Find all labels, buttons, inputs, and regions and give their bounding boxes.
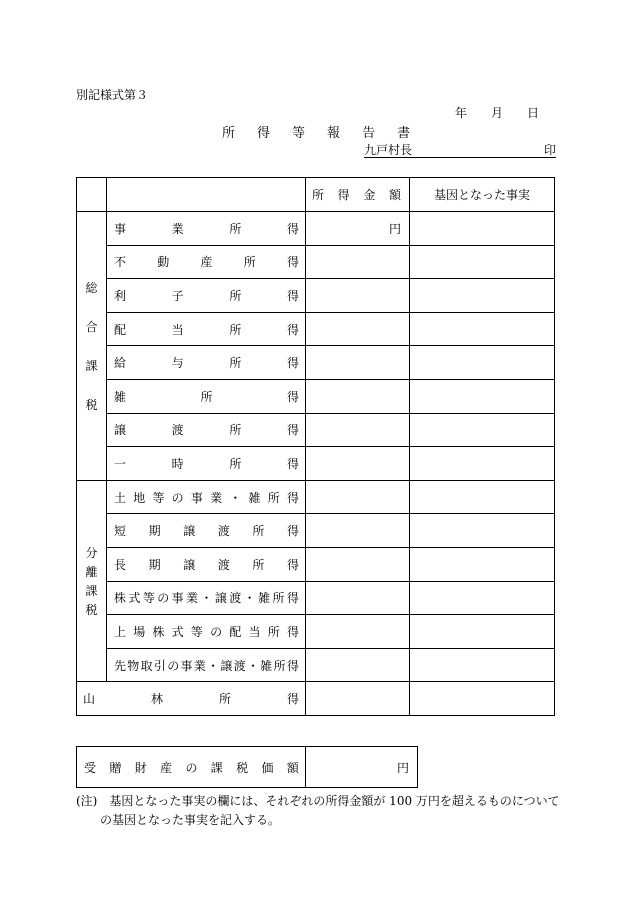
label-char: ・ bbox=[246, 658, 259, 673]
row-label bbox=[107, 413, 306, 447]
label-char: 等 bbox=[152, 490, 165, 505]
category-char: 合 bbox=[85, 319, 98, 334]
label-char: 譲 bbox=[114, 423, 127, 438]
label-char: 長 bbox=[114, 557, 127, 572]
fact-cell[interactable] bbox=[410, 581, 555, 615]
date-day: 日 bbox=[527, 106, 540, 120]
label-char: ・ bbox=[207, 658, 220, 673]
label-char: 財 bbox=[134, 760, 147, 775]
form-id: 別記様式第３ bbox=[76, 88, 149, 102]
label-char: 株 bbox=[152, 624, 165, 639]
fact-cell[interactable] bbox=[410, 547, 555, 581]
label-char: 先 bbox=[114, 658, 127, 673]
row-label bbox=[107, 346, 306, 380]
amount-cell[interactable] bbox=[306, 648, 410, 682]
label-char: 当 bbox=[171, 322, 184, 337]
category-char: 課 bbox=[85, 584, 98, 599]
label-char: 雑 bbox=[258, 591, 271, 606]
category-char: 分 bbox=[85, 546, 98, 561]
label-char: 得 bbox=[286, 692, 299, 707]
label-char: 産 bbox=[200, 255, 213, 270]
gift-tax-amount-cell[interactable]: 円 bbox=[306, 747, 418, 788]
label-char: 受 bbox=[84, 760, 97, 775]
label-char: 得 bbox=[286, 658, 299, 673]
fact-cell[interactable] bbox=[410, 413, 555, 447]
fact-cell[interactable] bbox=[410, 480, 555, 514]
label-char: 所 bbox=[229, 423, 242, 438]
table-row bbox=[77, 514, 555, 548]
label-char: 所 bbox=[252, 524, 265, 539]
amount-cell[interactable] bbox=[306, 480, 410, 514]
category-char: 税 bbox=[85, 603, 98, 618]
fact-cell[interactable] bbox=[410, 279, 555, 313]
label-char: 課 bbox=[210, 760, 223, 775]
label-char: 所 bbox=[272, 591, 285, 606]
label-char: 所 bbox=[252, 557, 265, 572]
label-char: 譲 bbox=[214, 591, 227, 606]
row-label bbox=[107, 514, 306, 548]
fact-cell[interactable] bbox=[410, 615, 555, 649]
row-label bbox=[107, 279, 306, 313]
row-label bbox=[107, 447, 306, 481]
amount-cell[interactable] bbox=[306, 682, 410, 716]
general-taxation-label bbox=[77, 212, 107, 481]
label-char: 得 bbox=[286, 356, 299, 371]
label-char: 雑 bbox=[114, 389, 127, 404]
amount-cell[interactable] bbox=[306, 615, 410, 649]
table-row bbox=[77, 312, 555, 346]
label-char: 時 bbox=[171, 456, 184, 471]
fact-cell[interactable] bbox=[410, 682, 555, 716]
label-char: 得 bbox=[286, 255, 299, 270]
label-char: 税 bbox=[236, 760, 249, 775]
label-char: 一 bbox=[114, 456, 127, 471]
footnote-line-2: の基因となった事実を記入する。 bbox=[100, 813, 281, 827]
row-label bbox=[107, 379, 306, 413]
row-label bbox=[107, 212, 306, 246]
label-char: 式 bbox=[128, 591, 141, 606]
amount-cell[interactable] bbox=[306, 245, 410, 279]
addressee-line bbox=[364, 140, 556, 158]
header-char: 額 bbox=[388, 188, 401, 202]
amount-cell[interactable] bbox=[306, 447, 410, 481]
label-char: 林 bbox=[150, 692, 163, 707]
category-char: 課 bbox=[85, 358, 98, 373]
label-char: 得 bbox=[286, 389, 299, 404]
title-char: 報 bbox=[327, 126, 341, 141]
table-row bbox=[77, 245, 555, 279]
table-row bbox=[77, 447, 555, 481]
label-char: 等 bbox=[190, 624, 203, 639]
table-row bbox=[77, 581, 555, 615]
category-char: 総 bbox=[85, 280, 98, 295]
row-label bbox=[107, 648, 306, 682]
label-char: 価 bbox=[261, 760, 274, 775]
label-char: 子 bbox=[171, 288, 184, 303]
amount-cell[interactable] bbox=[306, 514, 410, 548]
row-label bbox=[107, 312, 306, 346]
row-label bbox=[107, 480, 306, 514]
label-char: 所 bbox=[200, 389, 213, 404]
income-table bbox=[76, 177, 555, 716]
label-char: 所 bbox=[229, 456, 242, 471]
label-char: 贈 bbox=[109, 760, 122, 775]
label-char: 産 bbox=[160, 760, 173, 775]
fact-cell[interactable] bbox=[410, 245, 555, 279]
label-char: 渡 bbox=[217, 524, 230, 539]
label-char: 所 bbox=[229, 288, 242, 303]
row-label bbox=[107, 615, 306, 649]
label-char: 所 bbox=[229, 221, 242, 236]
label-char: 渡 bbox=[229, 591, 242, 606]
label-char: 事 bbox=[114, 221, 127, 236]
label-char: 額 bbox=[286, 760, 299, 775]
label-char: 短 bbox=[114, 524, 127, 539]
header-char: 金 bbox=[363, 188, 376, 202]
title-char: 書 bbox=[397, 126, 411, 141]
label-char: 式 bbox=[171, 624, 184, 639]
amount-cell[interactable] bbox=[306, 413, 410, 447]
label-char: 配 bbox=[229, 624, 242, 639]
header-char: 所 bbox=[312, 188, 325, 202]
label-char: 引 bbox=[153, 658, 166, 673]
label-char: 期 bbox=[148, 524, 161, 539]
label-char: 山 bbox=[83, 692, 96, 707]
label-char: 利 bbox=[114, 288, 127, 303]
fact-cell[interactable] bbox=[410, 379, 555, 413]
label-char: 不 bbox=[114, 255, 127, 270]
label-char: 業 bbox=[210, 490, 223, 505]
label-char: 取 bbox=[140, 658, 153, 673]
fact-cell[interactable] bbox=[410, 514, 555, 548]
title-char: 等 bbox=[292, 126, 306, 141]
table-row bbox=[77, 279, 555, 313]
gift-tax-table bbox=[76, 746, 418, 788]
label-char: 得 bbox=[286, 423, 299, 438]
document-title bbox=[222, 122, 410, 141]
label-char: の bbox=[167, 658, 180, 673]
date-line bbox=[455, 104, 539, 121]
label-char: の bbox=[185, 760, 198, 775]
label-char: 得 bbox=[286, 557, 299, 572]
label-char: 当 bbox=[248, 624, 261, 639]
fact-cell[interactable] bbox=[410, 447, 555, 481]
label-char: 譲 bbox=[220, 658, 233, 673]
amount-cell[interactable] bbox=[306, 279, 410, 313]
label-char: 渡 bbox=[171, 423, 184, 438]
category-char: 税 bbox=[85, 397, 98, 412]
table-row bbox=[77, 547, 555, 581]
label-char: 雑 bbox=[260, 658, 273, 673]
label-char: の bbox=[171, 490, 184, 505]
label-char: 地 bbox=[133, 490, 146, 505]
table-row bbox=[77, 480, 555, 514]
label-char: 譲 bbox=[183, 557, 196, 572]
table-header-row bbox=[77, 178, 555, 212]
label-char: 給 bbox=[114, 356, 127, 371]
label-char: 株 bbox=[114, 591, 127, 606]
row-label bbox=[107, 245, 306, 279]
label-char: 動 bbox=[157, 255, 170, 270]
label-char: 上 bbox=[114, 624, 127, 639]
label-char: 得 bbox=[286, 456, 299, 471]
fact-cell[interactable] bbox=[410, 212, 555, 246]
amount-cell[interactable] bbox=[306, 312, 410, 346]
label-char: 所 bbox=[229, 356, 242, 371]
label-char: 得 bbox=[286, 288, 299, 303]
label-char: 渡 bbox=[233, 658, 246, 673]
title-char: 得 bbox=[257, 126, 271, 141]
label-char: 所 bbox=[273, 658, 286, 673]
amount-cell[interactable] bbox=[306, 379, 410, 413]
row-label bbox=[107, 581, 306, 615]
label-char: 得 bbox=[286, 624, 299, 639]
header-char: 得 bbox=[337, 188, 350, 202]
fact-column-header: 基因となった事実 bbox=[410, 178, 555, 212]
table-row bbox=[77, 212, 555, 246]
label-char: 事 bbox=[171, 591, 184, 606]
label-char: 渡 bbox=[217, 557, 230, 572]
table-row-forest bbox=[77, 682, 555, 716]
label-char: 所 bbox=[243, 255, 256, 270]
amount-cell[interactable] bbox=[306, 547, 410, 581]
label-char: 得 bbox=[286, 490, 299, 505]
amount-cell[interactable] bbox=[306, 346, 410, 380]
fact-cell[interactable] bbox=[410, 346, 555, 380]
label-char: 所 bbox=[267, 490, 280, 505]
table-row bbox=[77, 413, 555, 447]
amount-cell[interactable] bbox=[306, 581, 410, 615]
label-char: 譲 bbox=[183, 524, 196, 539]
footnote-line-1: (注) 基因となった事実の欄には、それぞれの所得金額が 100 万円を超えるものについて bbox=[76, 794, 560, 808]
label-char: 事 bbox=[190, 490, 203, 505]
date-year: 年 bbox=[455, 106, 468, 120]
label-char: 業 bbox=[193, 658, 206, 673]
label-char: ・ bbox=[200, 591, 213, 606]
table-row bbox=[77, 346, 555, 380]
label-char: 得 bbox=[286, 221, 299, 236]
label-char: 得 bbox=[286, 322, 299, 337]
label-char: 場 bbox=[133, 624, 146, 639]
label-char: 得 bbox=[286, 591, 299, 606]
label-char: 配 bbox=[114, 322, 127, 337]
label-char: 事 bbox=[180, 658, 193, 673]
label-char: ・ bbox=[243, 591, 256, 606]
label-char: 業 bbox=[186, 591, 199, 606]
label-char: 期 bbox=[148, 557, 161, 572]
separate-taxation-label bbox=[77, 480, 107, 682]
label-char: 土 bbox=[114, 490, 127, 505]
label-char: 所 bbox=[218, 692, 231, 707]
addressee: 九戸村長 bbox=[364, 143, 413, 157]
label-char: 等 bbox=[142, 591, 155, 606]
table-row bbox=[77, 648, 555, 682]
table-row bbox=[77, 615, 555, 649]
table-row bbox=[77, 379, 555, 413]
label-char: 所 bbox=[229, 322, 242, 337]
amount-cell[interactable]: 円 bbox=[306, 212, 410, 246]
seal-mark: 印 bbox=[543, 143, 556, 157]
label-char: 所 bbox=[267, 624, 280, 639]
category-char: 離 bbox=[85, 565, 98, 580]
row-label bbox=[107, 547, 306, 581]
label-char: 得 bbox=[286, 524, 299, 539]
title-char: 所 bbox=[222, 126, 236, 141]
label-char: 雑 bbox=[248, 490, 261, 505]
label-char: の bbox=[210, 624, 223, 639]
fact-cell[interactable] bbox=[410, 312, 555, 346]
amount-column-header bbox=[306, 178, 410, 212]
fact-cell[interactable] bbox=[410, 648, 555, 682]
label-char: 業 bbox=[171, 221, 184, 236]
forest-income-label bbox=[77, 682, 306, 716]
label-char: ・ bbox=[229, 490, 242, 505]
label-char: 与 bbox=[171, 356, 184, 371]
footnote bbox=[76, 792, 564, 830]
label-char: 物 bbox=[127, 658, 140, 673]
date-month: 月 bbox=[491, 106, 504, 120]
title-char: 告 bbox=[362, 126, 376, 141]
label-char: の bbox=[157, 591, 170, 606]
gift-tax-label bbox=[77, 747, 306, 788]
